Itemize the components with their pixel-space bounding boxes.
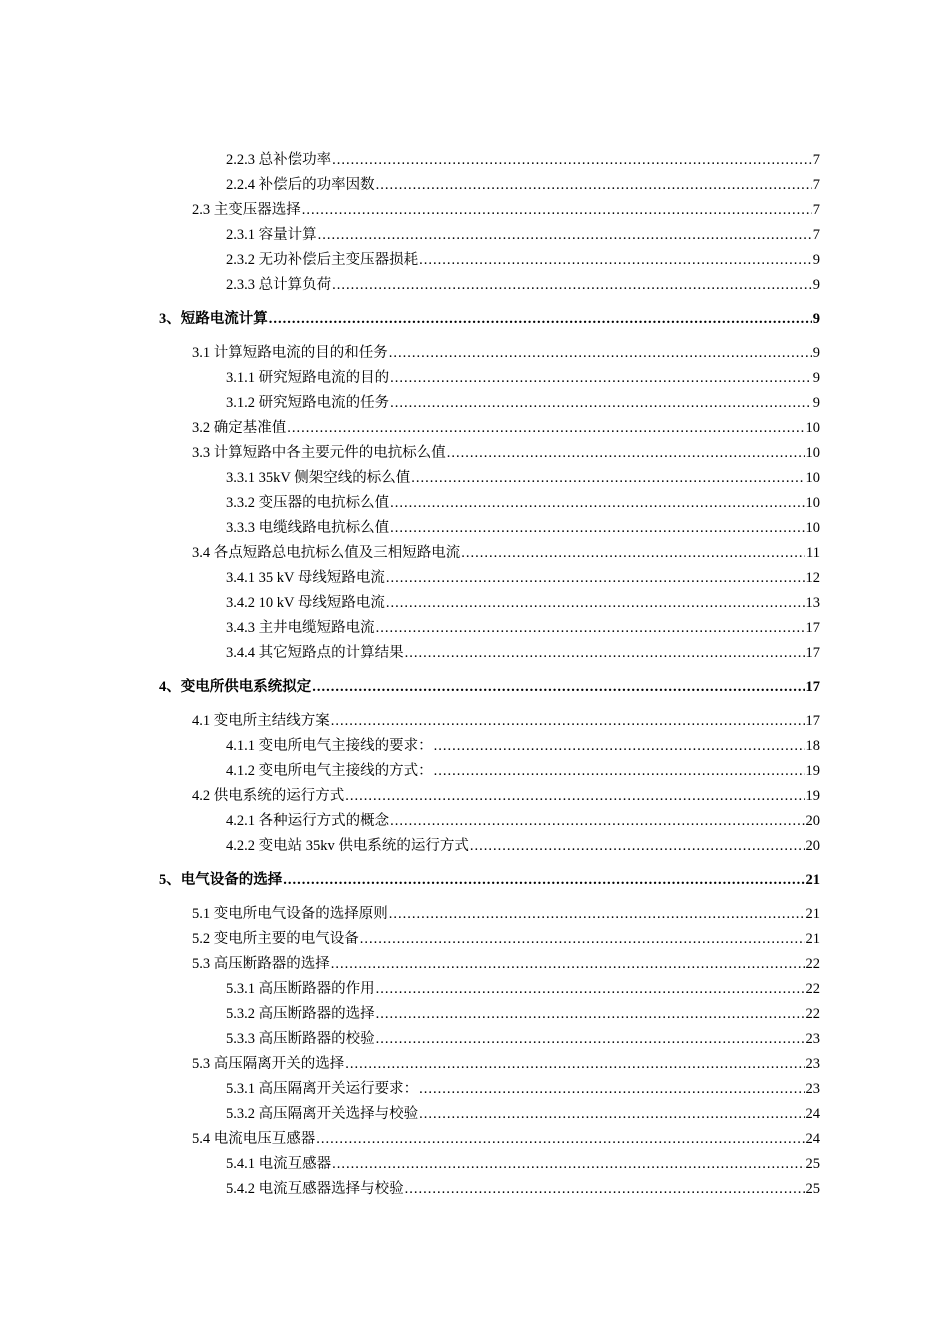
toc-entry[interactable] bbox=[0, 223, 820, 248]
dot-leader bbox=[316, 1127, 804, 1152]
toc-entry-page-number: 7 bbox=[812, 177, 820, 193]
toc-entry-page-number: 10 bbox=[805, 520, 820, 536]
toc-entry-page-number: 17 bbox=[805, 679, 820, 695]
toc-entry[interactable] bbox=[0, 391, 820, 416]
toc-entry-title: 4.1.1 变电所电气主接线的要求： bbox=[226, 738, 433, 754]
dot-leader bbox=[269, 307, 812, 332]
toc-entry-title: 5.3 高压隔离开关的选择 bbox=[192, 1056, 345, 1072]
toc-entry-page-number: 25 bbox=[805, 1156, 820, 1172]
toc-entry-title: 5.3.2 高压隔离开关选择与校验 bbox=[226, 1106, 419, 1122]
dot-leader bbox=[434, 759, 805, 784]
toc-entry[interactable] bbox=[0, 566, 820, 591]
dot-leader bbox=[419, 1102, 804, 1127]
table-of-contents bbox=[0, 148, 950, 1202]
dot-leader bbox=[376, 977, 805, 1002]
toc-entry[interactable] bbox=[0, 148, 820, 173]
toc-entry[interactable] bbox=[0, 868, 820, 893]
toc-entry[interactable] bbox=[0, 952, 820, 977]
toc-entry-page-number: 7 bbox=[812, 152, 820, 168]
dot-leader bbox=[332, 273, 812, 298]
toc-entry-title: 5.4.1 电流互感器 bbox=[226, 1156, 332, 1172]
dot-leader bbox=[318, 223, 812, 248]
toc-entry[interactable] bbox=[0, 591, 820, 616]
dot-leader bbox=[390, 809, 804, 834]
toc-entry[interactable] bbox=[0, 809, 820, 834]
dot-leader bbox=[331, 709, 805, 734]
toc-entry-page-number: 22 bbox=[805, 1006, 820, 1022]
dot-leader bbox=[386, 591, 805, 616]
dot-leader bbox=[345, 784, 804, 809]
toc-entry[interactable] bbox=[0, 248, 820, 273]
toc-entry-page-number: 10 bbox=[805, 420, 820, 436]
toc-entry-page-number: 18 bbox=[805, 738, 820, 754]
toc-entry-page-number: 20 bbox=[805, 813, 820, 829]
toc-entry-title: 5.4 电流电压互感器 bbox=[192, 1131, 316, 1147]
toc-entry-title: 3.2 确定基准值 bbox=[192, 420, 287, 436]
toc-entry-title: 4、变电所供电系统拟定 bbox=[159, 679, 312, 695]
dot-leader bbox=[405, 1177, 805, 1202]
dot-leader bbox=[390, 491, 804, 516]
toc-entry-title: 3.3.3 电缆线路电抗标么值 bbox=[226, 520, 390, 536]
dot-leader bbox=[389, 341, 812, 366]
toc-entry-title: 5.4.2 电流互感器选择与校验 bbox=[226, 1181, 404, 1197]
toc-entry[interactable] bbox=[0, 902, 820, 927]
toc-entry-page-number: 11 bbox=[806, 545, 820, 561]
toc-entry-page-number: 25 bbox=[805, 1181, 820, 1197]
toc-entry-title: 2.3.2 无功补偿后主变压器损耗 bbox=[226, 252, 419, 268]
toc-entry[interactable] bbox=[0, 977, 820, 1002]
toc-entry[interactable] bbox=[0, 1077, 820, 1102]
toc-entry-page-number: 22 bbox=[805, 981, 820, 997]
toc-entry[interactable] bbox=[0, 441, 820, 466]
toc-entry-title: 3.3 计算短路中各主要元件的电抗标么值 bbox=[192, 445, 446, 461]
toc-entry-page-number: 23 bbox=[805, 1031, 820, 1047]
toc-entry[interactable] bbox=[0, 198, 820, 223]
toc-entry-page-number: 20 bbox=[805, 838, 820, 854]
toc-entry-title: 5.3.2 高压断路器的选择 bbox=[226, 1006, 375, 1022]
toc-entry[interactable] bbox=[0, 466, 820, 491]
toc-entry-title: 5、电气设备的选择 bbox=[159, 872, 283, 888]
toc-entry-title: 2.2.4 补偿后的功率因数 bbox=[226, 177, 375, 193]
toc-entry[interactable] bbox=[0, 541, 820, 566]
dot-leader bbox=[386, 566, 805, 591]
dot-leader bbox=[390, 516, 804, 541]
dot-leader bbox=[302, 198, 812, 223]
toc-entry-title: 3.4 各点短路总电抗标么值及三相短路电流 bbox=[192, 545, 461, 561]
dot-leader bbox=[411, 466, 804, 491]
toc-entry-page-number: 22 bbox=[805, 956, 820, 972]
toc-entry[interactable] bbox=[0, 734, 820, 759]
toc-entry[interactable] bbox=[0, 1027, 820, 1052]
toc-entry-page-number: 13 bbox=[805, 595, 820, 611]
toc-entry[interactable] bbox=[0, 709, 820, 734]
toc-entry-title: 5.3.1 高压断路器的作用 bbox=[226, 981, 375, 997]
toc-entry[interactable] bbox=[0, 1127, 820, 1152]
dot-leader bbox=[389, 902, 805, 927]
dot-leader bbox=[376, 1002, 805, 1027]
toc-entry-page-number: 17 bbox=[805, 645, 820, 661]
dot-leader bbox=[461, 541, 805, 566]
toc-entry-page-number: 21 bbox=[805, 931, 820, 947]
toc-entry-title: 2.3.1 容量计算 bbox=[226, 227, 317, 243]
toc-entry[interactable] bbox=[0, 173, 820, 198]
toc-entry-title: 3.4.1 35 kV 母线短路电流 bbox=[226, 570, 385, 586]
toc-entry[interactable] bbox=[0, 516, 820, 541]
dot-leader bbox=[405, 641, 805, 666]
toc-entry-page-number: 21 bbox=[805, 872, 820, 888]
toc-entry[interactable] bbox=[0, 1152, 820, 1177]
dot-leader bbox=[376, 173, 812, 198]
dot-leader bbox=[419, 1077, 804, 1102]
toc-entry-page-number: 24 bbox=[805, 1131, 820, 1147]
toc-entry-page-number: 7 bbox=[812, 227, 820, 243]
dot-leader bbox=[283, 868, 804, 893]
toc-entry[interactable] bbox=[0, 834, 820, 859]
toc-entry-page-number: 9 bbox=[812, 370, 820, 386]
toc-entry-page-number: 10 bbox=[805, 470, 820, 486]
toc-entry-title: 3.1.2 研究短路电流的任务 bbox=[226, 395, 390, 411]
toc-entry-page-number: 7 bbox=[812, 202, 820, 218]
toc-entry-title: 5.3.1 高压隔离开关运行要求： bbox=[226, 1081, 419, 1097]
toc-entry-page-number: 17 bbox=[805, 713, 820, 729]
toc-entry[interactable] bbox=[0, 641, 820, 666]
dot-leader bbox=[331, 952, 805, 977]
toc-entry[interactable] bbox=[0, 491, 820, 516]
dot-leader bbox=[434, 734, 805, 759]
dot-leader bbox=[390, 391, 812, 416]
toc-entry-page-number: 9 bbox=[812, 252, 820, 268]
toc-entry-title: 2.2.3 总补偿功率 bbox=[226, 152, 332, 168]
toc-entry-title: 5.2 变电所主要的电气设备 bbox=[192, 931, 359, 947]
toc-entry-title: 5.1 变电所电气设备的选择原则 bbox=[192, 906, 388, 922]
toc-entry[interactable] bbox=[0, 416, 820, 441]
toc-entry-page-number: 19 bbox=[805, 763, 820, 779]
toc-entry-title: 4.1 变电所主结线方案 bbox=[192, 713, 330, 729]
toc-entry-title: 3、短路电流计算 bbox=[159, 311, 268, 327]
toc-entry-page-number: 10 bbox=[805, 445, 820, 461]
toc-entry[interactable] bbox=[0, 273, 820, 298]
dot-leader bbox=[419, 248, 812, 273]
toc-entry-page-number: 9 bbox=[812, 277, 820, 293]
toc-entry-title: 5.3 高压断路器的选择 bbox=[192, 956, 330, 972]
dot-leader bbox=[390, 366, 812, 391]
toc-entry-title: 4.2 供电系统的运行方式 bbox=[192, 788, 345, 804]
toc-entry-page-number: 9 bbox=[812, 395, 820, 411]
toc-entry-title: 3.1.1 研究短路电流的目的 bbox=[226, 370, 390, 386]
toc-entry-page-number: 9 bbox=[812, 311, 820, 327]
dot-leader bbox=[287, 416, 804, 441]
dot-leader bbox=[376, 1027, 805, 1052]
dot-leader bbox=[312, 675, 804, 700]
toc-entry-title: 4.1.2 变电所电气主接线的方式： bbox=[226, 763, 433, 779]
toc-entry-title: 3.3.1 35kV 侧架空线的标么值 bbox=[226, 470, 411, 486]
toc-entry-title: 3.4.4 其它短路点的计算结果 bbox=[226, 645, 404, 661]
dot-leader bbox=[332, 148, 812, 173]
toc-entry-title: 3.1 计算短路电流的目的和任务 bbox=[192, 345, 388, 361]
dot-leader bbox=[447, 441, 805, 466]
dot-leader bbox=[345, 1052, 804, 1077]
toc-entry-page-number: 23 bbox=[805, 1081, 820, 1097]
toc-entry[interactable] bbox=[0, 675, 820, 700]
toc-entry-page-number: 9 bbox=[812, 345, 820, 361]
toc-entry-title: 5.3.3 高压断路器的校验 bbox=[226, 1031, 375, 1047]
toc-entry-title: 3.3.2 变压器的电抗标么值 bbox=[226, 495, 390, 511]
toc-entry-title: 2.3.3 总计算负荷 bbox=[226, 277, 332, 293]
toc-entry-page-number: 12 bbox=[805, 570, 820, 586]
toc-entry[interactable] bbox=[0, 307, 820, 332]
toc-entry-title: 4.2.2 变电站 35kv 供电系统的运行方式 bbox=[226, 838, 469, 854]
toc-entry[interactable] bbox=[0, 1002, 820, 1027]
toc-entry-page-number: 23 bbox=[805, 1056, 820, 1072]
toc-entry-title: 3.4.2 10 kV 母线短路电流 bbox=[226, 595, 385, 611]
toc-entry[interactable] bbox=[0, 1052, 820, 1077]
dot-leader bbox=[470, 834, 805, 859]
toc-entry[interactable] bbox=[0, 927, 820, 952]
toc-entry[interactable] bbox=[0, 341, 820, 366]
toc-entry-title: 3.4.3 主井电缆短路电流 bbox=[226, 620, 375, 636]
toc-entry-title: 2.3 主变压器选择 bbox=[192, 202, 301, 218]
dot-leader bbox=[332, 1152, 804, 1177]
dot-leader bbox=[360, 927, 805, 952]
toc-entry-title: 4.2.1 各种运行方式的概念 bbox=[226, 813, 390, 829]
toc-entry[interactable] bbox=[0, 366, 820, 391]
toc-entry[interactable] bbox=[0, 1177, 820, 1202]
toc-entry-page-number: 10 bbox=[805, 495, 820, 511]
toc-entry-page-number: 19 bbox=[805, 788, 820, 804]
toc-entry[interactable] bbox=[0, 1102, 820, 1127]
toc-entry-page-number: 21 bbox=[805, 906, 820, 922]
toc-entry[interactable] bbox=[0, 759, 820, 784]
dot-leader bbox=[376, 616, 805, 641]
toc-entry-page-number: 17 bbox=[805, 620, 820, 636]
toc-entry[interactable] bbox=[0, 784, 820, 809]
toc-entry-page-number: 24 bbox=[805, 1106, 820, 1122]
toc-entry[interactable] bbox=[0, 616, 820, 641]
